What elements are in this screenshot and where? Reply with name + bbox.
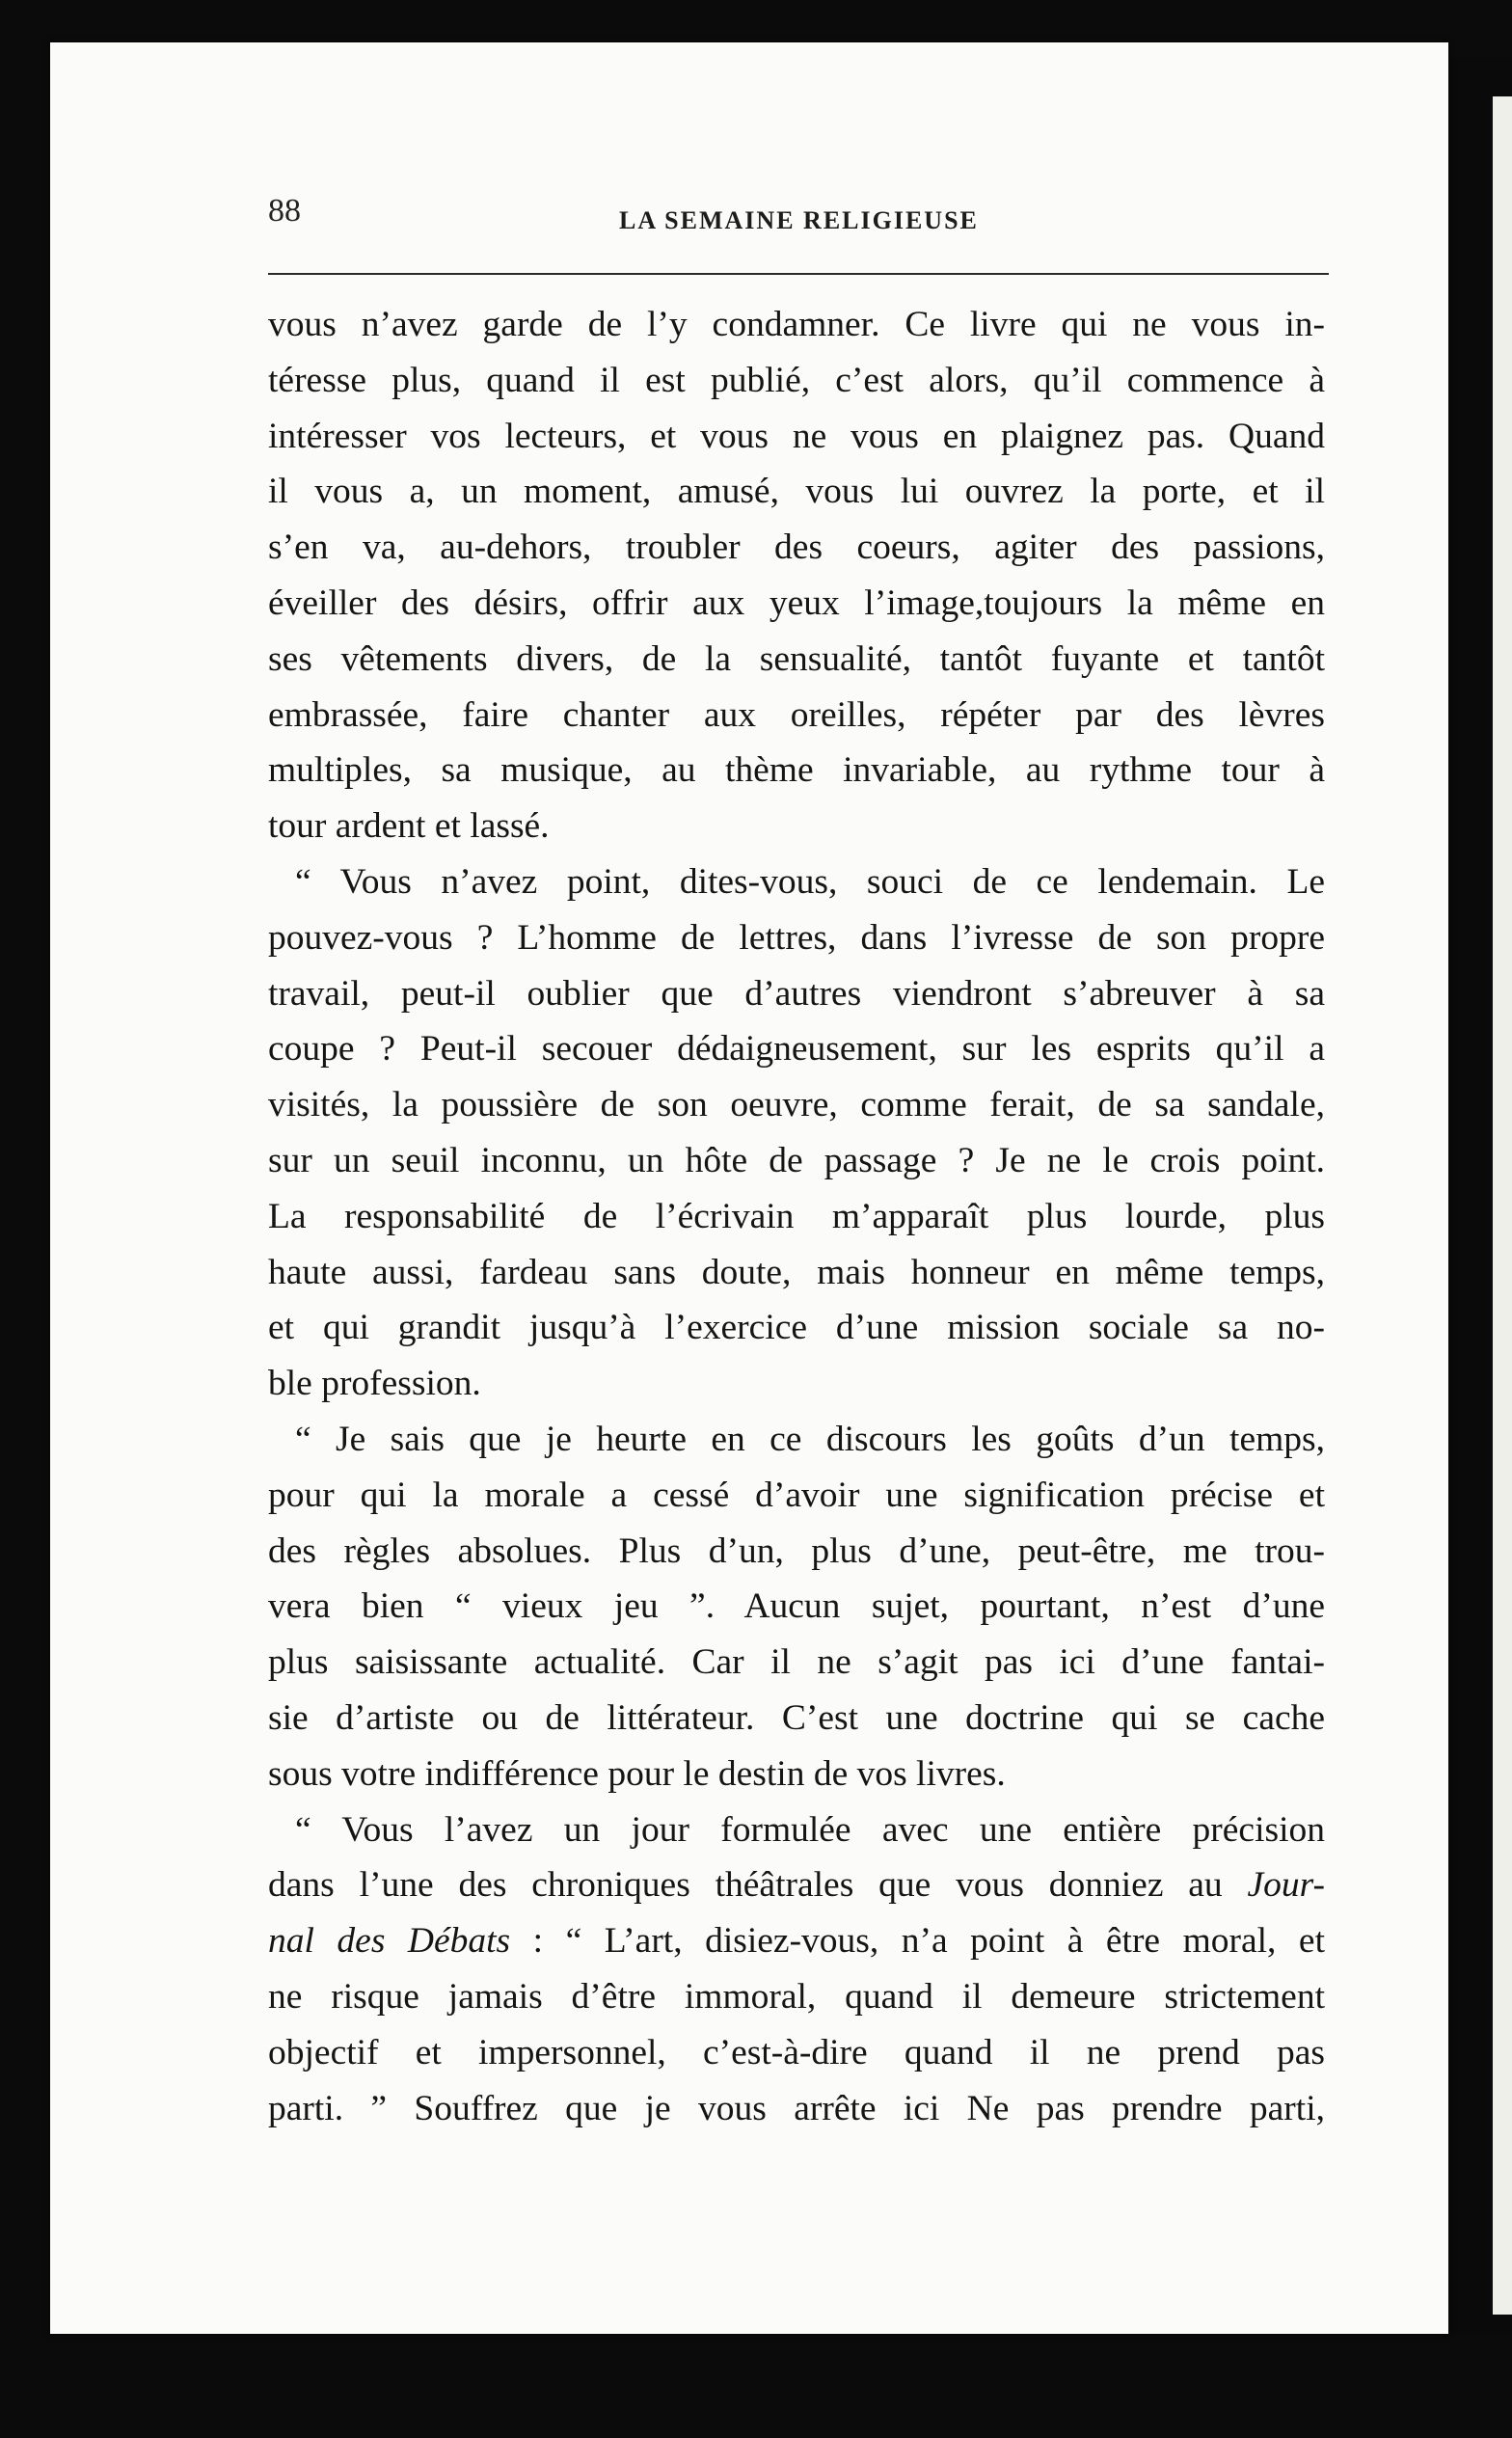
text-line: haute aussi, fardeau sans doute, mais honneur en même temps,	[268, 1252, 1325, 1292]
body-text	[268, 297, 1325, 2136]
text-line: multiples, sa musique, au thème invariable, au rythme tour à	[268, 750, 1325, 791]
text-line: nal des Débats : “ L’art, disiez-vous, n’a point à être moral, et	[268, 1921, 1325, 1962]
text-line: vous n’avez garde de l’y condamner. Ce livre qui ne vous in-	[268, 305, 1325, 344]
text-line: ses vêtements divers, de la sensualité, tantôt fuyante et tantôt	[268, 638, 1325, 679]
text-line: et qui grandit jusqu’à l’exercice d’une mission sociale sa no-	[268, 1308, 1325, 1348]
text-line: “ Vous l’avez un jour formulée avec une entière précision	[295, 1809, 1325, 1850]
running-head: LA SEMAINE RELIGIEUSE	[619, 206, 979, 234]
text-line: ble profession.	[268, 1364, 481, 1404]
text-line: intéresser vos lecteurs, et vous ne vous en plaignez pas. Quand	[268, 416, 1325, 456]
text-line: pouvez-vous ? L’homme de lettres, dans l’ivresse de son propre	[268, 917, 1325, 958]
text-line: téresse plus, quand il est publié, c’est alors, qu’il commence à	[268, 360, 1325, 400]
text-line: “ Je sais que je heurte en ce discours les goûts d’un temps,	[295, 1419, 1325, 1459]
text-line: tour ardent et lassé.	[268, 806, 550, 847]
text-line: travail, peut-il oublier que d’autres viendront s’abreuver à sa	[268, 973, 1325, 1014]
text-line: ne risque jamais d’être immoral, quand il demeure strictement	[268, 1976, 1325, 2017]
text-line-with-italic	[268, 1857, 1325, 1913]
text-line: parti. ” Souffrez que je vous arrête ici Ne pas prendre parti,	[268, 2088, 1325, 2128]
text-line: éveiller des désirs, offrir aux yeux l’image,toujours la même en	[268, 582, 1325, 623]
page-header	[268, 187, 1329, 245]
text-line: objectif et impersonnel, c’est-à-dire quand il ne prend pas	[268, 2032, 1325, 2072]
adjacent-page-edge	[1493, 96, 1512, 2315]
text-line: plus saisissante actualité. Car il ne s’agit pas ici d’une fantai-	[268, 1642, 1325, 1683]
italic-title-fragment: Jour-	[1247, 1865, 1325, 1906]
text-line: visités, la poussière de son oeuvre, comme ferait, de sa sandale,	[268, 1085, 1325, 1125]
text-line: sous votre indifférence pour le destin de vos livres.	[268, 1753, 1006, 1794]
text-line: s’en va, au-dehors, troubler des coeurs, agiter des passions,	[268, 528, 1325, 568]
italic-title-fragment: nal des Débats	[268, 1921, 511, 1962]
text-line: pour qui la morale a cessé d’avoir une signification précise et	[268, 1475, 1325, 1515]
text-line: il vous a, un moment, amusé, vous lui ouvrez la porte, et il	[268, 472, 1325, 512]
text-line: sur un seuil inconnu, un hôte de passage ? Je ne le crois point.	[268, 1140, 1325, 1180]
header-rule	[268, 273, 1329, 275]
text-line: La responsabilité de l’écrivain m’apparaît plus lourde, plus	[268, 1196, 1325, 1236]
page-number: 88	[268, 193, 301, 229]
text-line: embrassée, faire chanter aux oreilles, répéter par des lèvres	[268, 694, 1325, 735]
text-line: coupe ? Peut-il secouer dédaigneusement, sur les esprits qu’il a	[268, 1029, 1325, 1070]
text-line: des règles absolues. Plus d’un, plus d’une, peut-être, me trou-	[268, 1531, 1325, 1571]
text-line: “ Vous n’avez point, dites-vous, souci de ce lendemain. Le	[295, 861, 1325, 902]
text-fragment: dans l’une des chroniques théâtrales que vous donniez au	[268, 1865, 1223, 1906]
text-line: sie d’artiste ou de littérateur. C’est une doctrine qui se cache	[268, 1697, 1325, 1738]
text-line: vera bien “ vieux jeu ”. Aucun sujet, pourtant, n’est d’une	[268, 1586, 1325, 1627]
